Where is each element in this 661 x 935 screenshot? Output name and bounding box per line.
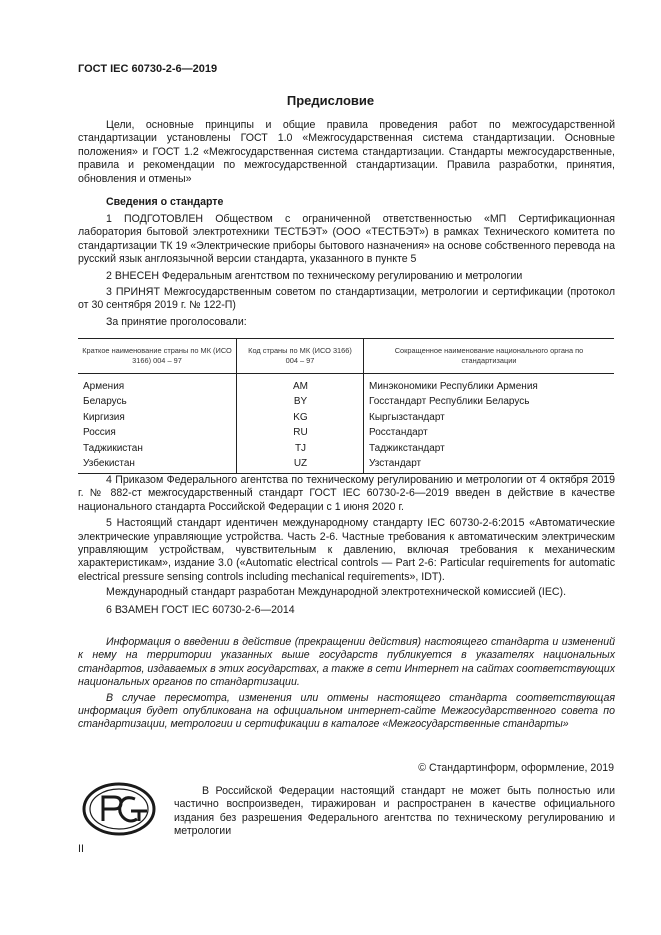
code-cell: TJ bbox=[237, 441, 364, 456]
standard-info-block bbox=[78, 213, 615, 329]
country-cell: Армения bbox=[83, 381, 125, 392]
info-paragraph-2: В случае пересмотра, изменения или отмены настоящего стандарта соответствующая информация будет опубликована на официальном интернет-сайте Межгосударственного совета по стандартизации, метрологии и сертификации в каталоге «Межгосударственные стандарты» bbox=[78, 691, 615, 731]
vote-table bbox=[78, 338, 614, 474]
table-row bbox=[78, 410, 614, 425]
vote-table-header-row bbox=[78, 339, 614, 374]
country-cell: Киргизия bbox=[83, 411, 125, 423]
body-cell: Росстандарт bbox=[364, 425, 615, 440]
code-cell: AM bbox=[237, 374, 364, 395]
enactment-block bbox=[78, 474, 615, 617]
copyright-notice: © Стандартинформ, оформление, 2019 bbox=[418, 762, 614, 774]
standard-code: ГОСТ IEC 60730-2-6—2019 bbox=[78, 63, 218, 75]
country-cell: Россия bbox=[83, 427, 116, 439]
page-title: Предисловие bbox=[286, 93, 375, 108]
page-number: II bbox=[78, 843, 84, 855]
body-cell: Минэкономики Республики Армения bbox=[364, 374, 615, 395]
body-cell: Таджикстандарт bbox=[364, 441, 615, 456]
header-body: Сокращенное наименование национального органа по стандартизации bbox=[364, 339, 615, 374]
item-4-paragraph: 4 Приказом Федерального агентства по техническому регулированию и метрологии от 4 октября 2019 г. № 882-ст межгосударственный стандарт ГОСТ IEC 60730-2-6—2019 введен в действие в качестве национального стандарта Российской Федерации с 1 июня 2020 г. bbox=[78, 474, 615, 513]
item-2-paragraph: 2 ВНЕСЕН Федеральным агентством по техническому регулированию и метрологии bbox=[106, 269, 523, 282]
section-heading: Сведения о стандарте bbox=[106, 196, 224, 208]
country-cell: Узбекистан bbox=[83, 458, 135, 470]
intro-paragraph: Цели, основные принципы и общие правила проведения работ по межгосударственной стандартизации установлены ГОСТ 1.0 «Межгосударственная система стандартизации. Основные положения» и ГОСТ 1.2 «Межгосударственная система стандартизации. Стандарты межгосударственные, правила и рекомендации по межгосударственной стандартизации. Правила разработки, принятия, обновления и отмены» bbox=[78, 119, 615, 185]
table-row bbox=[78, 394, 614, 409]
table-row bbox=[78, 425, 614, 440]
rst-conformity-mark-icon bbox=[81, 781, 161, 837]
country-cell: Беларусь bbox=[83, 396, 127, 408]
code-cell: KG bbox=[237, 410, 364, 425]
vote-label: За принятие проголосовали: bbox=[106, 315, 247, 328]
publication-info-block bbox=[78, 636, 615, 732]
header-country: Краткое наименование страны по МК (ИСО 3166) 004 – 97 bbox=[78, 339, 237, 374]
item-6-paragraph: 6 ВЗАМЕН ГОСТ IEC 60730-2-6—2014 bbox=[106, 603, 295, 616]
body-cell: Госстандарт Республики Беларусь bbox=[364, 394, 615, 409]
code-cell: UZ bbox=[237, 456, 364, 474]
info-paragraph-1: Информация о введении в действие (прекращении действия) настоящего стандарта и изменений к нему на территории указанных выше государств публикуется в указателях национальных стандартов, издаваемых в этих государствах, а также в сети Интернет на сайтах соответствующих национальных органов по стандартизации. bbox=[78, 636, 615, 689]
intro-block bbox=[78, 119, 615, 186]
item-1-paragraph: 1 ПОДГОТОВЛЕН Обществом с ограниченной ответственностью «МП Сертификационная лаборатория бытовой электротехники ТЕСТБЭТ» (ООО «ТЕСТБЭТ») в рамках Технического комитета по стандартизации ТК 19 «Электрические приборы бытового назначения» на основе собственного перевода на русский язык англоязычной версии стандарта, указанного в пункте 5 bbox=[78, 213, 615, 266]
country-cell: Таджикистан bbox=[83, 442, 143, 454]
body-cell: Кыргызстандарт bbox=[364, 410, 615, 425]
header-code: Код страны по МК (ИСО 3166) 004 – 97 bbox=[237, 339, 364, 374]
table-row bbox=[78, 441, 614, 456]
item-5-paragraph: 5 Настоящий стандарт идентичен международному стандарту IEC 60730-2-6:2015 «Автоматические электрические управляющие устройства. Часть 2-6. Частные требования к автоматическим электрическим управляющим устройствам, чувствительным к давлению, включая требования к механическим характеристикам», издание 3.0 («Automatic electrical controls — Part 2-6: Particular requirements for automatic electrical pressure sensing controls including mechanical requirements», IDT). bbox=[78, 517, 615, 583]
item-3-paragraph: 3 ПРИНЯТ Межгосударственным советом по стандартизации, метрологии и сертификации (протокол от 30 сентября 2019 г. № 122-П) bbox=[78, 286, 615, 312]
notice-paragraph: В Российской Федерации настоящий стандарт не может быть полностью или частично воспроизведен, тиражирован и распространен в качестве официального издания без разрешения Федерального агентства по техническому регулированию и метрологии bbox=[174, 785, 615, 838]
body-cell: Узстандарт bbox=[364, 456, 615, 474]
code-cell: RU bbox=[237, 425, 364, 440]
table-row bbox=[78, 374, 614, 395]
iec-note-paragraph: Международный стандарт разработан Международной электротехнической комиссией (IEC). bbox=[106, 586, 567, 599]
table-row bbox=[78, 456, 614, 474]
reproduction-notice bbox=[174, 785, 615, 839]
code-cell: BY bbox=[237, 394, 364, 409]
